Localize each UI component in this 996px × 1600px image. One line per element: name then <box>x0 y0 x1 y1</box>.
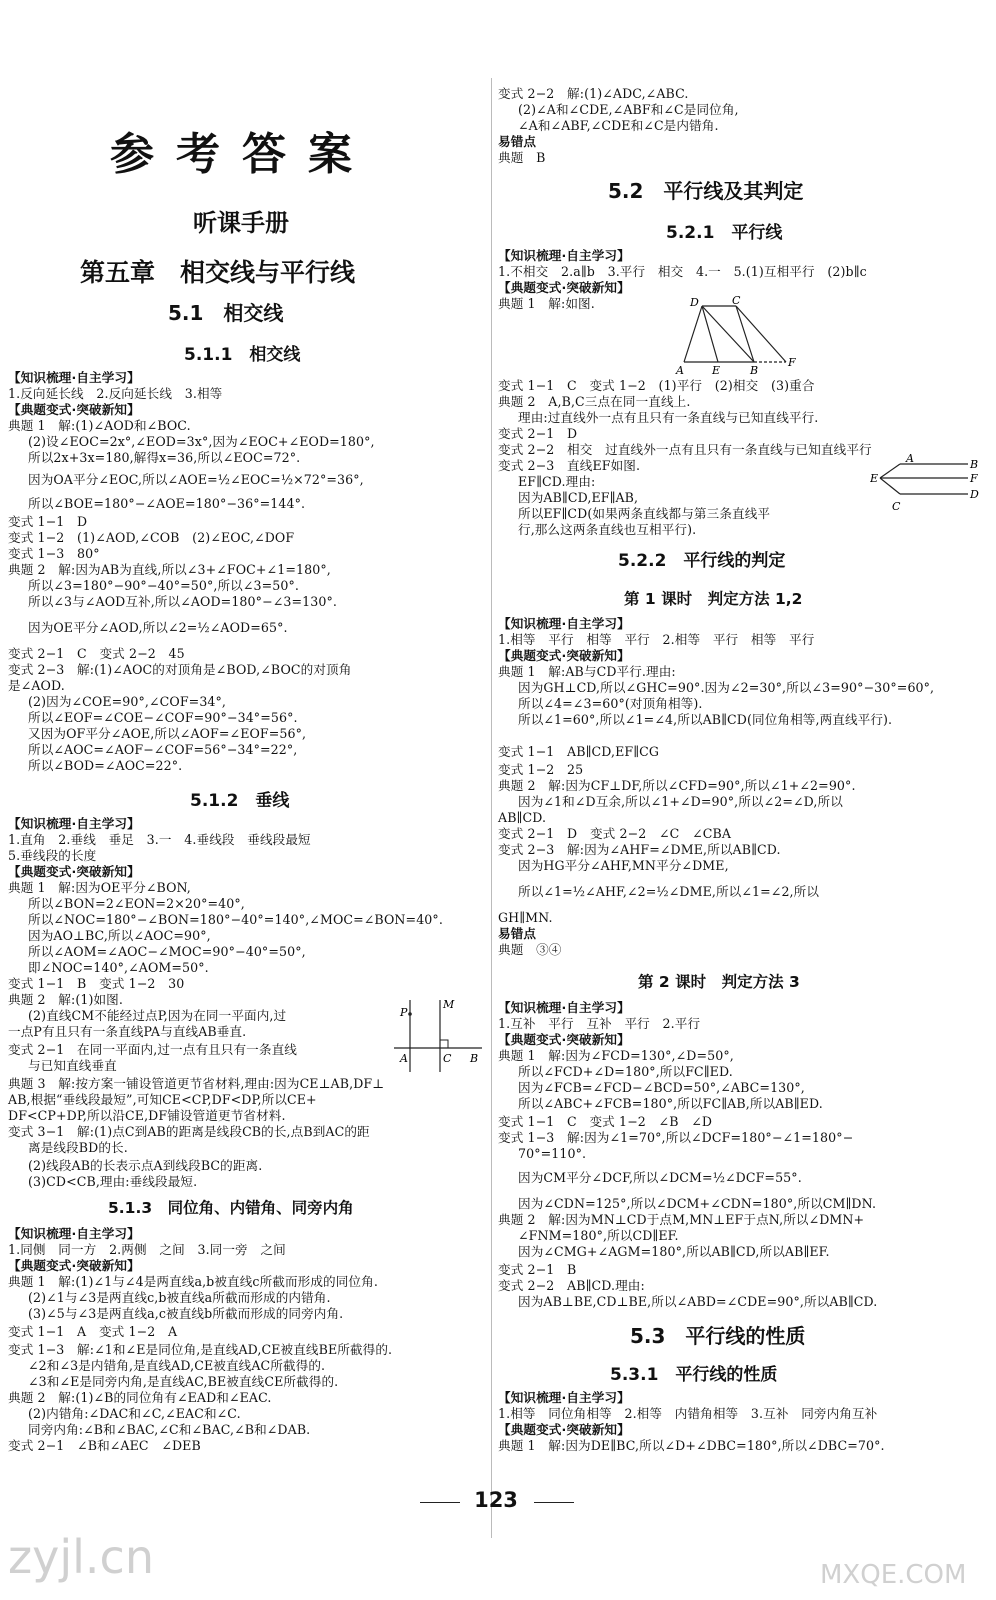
line: ∠A和∠ABF,∠CDE和∠C是内错角. <box>518 118 719 133</box>
line: 变式 2−1 ∠B和∠AEC ∠DEB <box>8 1438 201 1453</box>
line: 【典题变式·突破新知】 <box>498 1422 630 1437</box>
subsection-5-1-1: 5.1.1 相交线 <box>184 345 301 365</box>
handbook-title: 听课手册 <box>193 209 289 237</box>
fig1-label-a: A <box>676 364 684 377</box>
line: 因为CM平分∠DCF,所以∠DCM=½∠DCF=55°. <box>518 1170 802 1185</box>
fig2-label-c: C <box>892 500 901 513</box>
line: 1.相等 同位角相等 2.相等 内错角相等 3.互补 同旁内角互补 <box>498 1406 878 1421</box>
fig-label-c: C <box>443 1052 452 1065</box>
line: 离是线段BD的长. <box>28 1140 128 1155</box>
line: 是∠AOD. <box>8 678 65 693</box>
line: 因为∠CDN=125°,所以∠DCM+∠CDN=180°,所以CM∥DN. <box>518 1196 877 1211</box>
line: ∠2和∠3是内错角,是直线AD,CE被直线AC所截得的. <box>28 1358 326 1373</box>
line: 变式 1−1 B 变式 1−2 30 <box>8 976 185 991</box>
line: 因为AB⊥BE,CD⊥BE,所以∠ABD=∠CDE=90°,所以AB∥CD. <box>518 1294 878 1309</box>
line: 【典题变式·突破新知】 <box>8 402 140 417</box>
line: 变式 2−1 B <box>498 1262 577 1277</box>
line: (2)∠1与∠3是两直线c,b被直线a所截而形成的内错角. <box>28 1290 331 1305</box>
line: 【知识梳理·自主学习】 <box>498 616 630 631</box>
line: 变式 3−1 解:(1)点C到AB的距离是线段CB的长,点B到AC的距 <box>8 1124 370 1139</box>
page-number: 123 <box>474 1488 518 1512</box>
line: 变式 2−1 D 变式 2−2 ∠C ∠CBA <box>498 826 732 841</box>
line: 所以∠1=½∠AHF,∠2=½∠DME,所以∠1=∠2,所以 <box>518 884 820 899</box>
line: 【知识梳理·自主学习】 <box>8 370 140 385</box>
lesson-2-title: 第 2 课时 判定方法 3 <box>638 973 800 991</box>
line: 典题 2 解:因为MN⊥CD于点M,MN⊥EF于点N,所以∠DMN+ <box>498 1212 865 1227</box>
fig1-label-e: E <box>712 364 721 377</box>
section-5-1: 5.1 相交线 <box>168 301 284 325</box>
line: 因为AB∥CD,EF∥AB, <box>518 490 639 505</box>
line: 因为∠1和∠D互余,所以∠1+∠D=90°,所以∠2=∠D,所以 <box>518 794 843 809</box>
line: 典题 1 解:因为DE∥BC,所以∠D+∠DBC=180°,所以∠DBC=70°. <box>498 1438 885 1453</box>
line: 所以∠AOC=∠AOF−∠COF=56°−34°=22°, <box>28 742 298 757</box>
line: 1.同侧 同一方 2.两侧 之间 3.同一旁 之间 <box>8 1242 286 1257</box>
fig2-label-d: D <box>970 488 979 501</box>
fig-label-b: B <box>470 1052 479 1065</box>
line: (2)因为∠COE=90°,∠COF=34°, <box>28 694 227 709</box>
line: 所以∠3=180°−90°−40°=50°,所以∠3=50°. <box>28 578 299 593</box>
line: 【知识梳理·自主学习】 <box>498 1390 630 1405</box>
line: 所以EF∥CD(如果两条直线都与第三条直线平 <box>518 506 771 521</box>
line: 行,那么这两条直线也互相平行). <box>518 522 697 537</box>
line: 典题 1 解:如图. <box>498 296 595 311</box>
line: 变式 2−2 相交 过直线外一点有且只有一条直线与已知直线平行 <box>498 442 872 457</box>
line: 所以∠BOE=180°−∠AOE=180°−36°=144°. <box>28 496 306 511</box>
line: 典题 B <box>498 150 546 165</box>
line: 【知识梳理·自主学习】 <box>8 1226 140 1241</box>
line: 易错点 <box>498 134 537 149</box>
line: 典题 3 解:按方案一铺设管道更节省材料,理由:因为CE⊥AB,DF⊥ <box>8 1076 385 1091</box>
line: (2)∠A和∠CDE,∠ABF和∠C是同位角, <box>518 102 739 117</box>
line: 所以∠ABC+∠FCB=180°,所以FC∥AB,所以AB∥ED. <box>518 1096 823 1111</box>
subsection-5-2-1: 5.2.1 平行线 <box>666 223 783 243</box>
line: 同旁内角:∠B和∠BAC,∠C和∠BAC,∠B和∠DAB. <box>28 1422 311 1437</box>
perpendicular-figure <box>390 996 484 1074</box>
line: 所以∠BON=2∠EON=2×20°=40°, <box>28 896 245 911</box>
line: EF∥CD.理由: <box>518 474 596 489</box>
line: 【典题变式·突破新知】 <box>8 864 140 879</box>
line: 【典题变式·突破新知】 <box>498 280 630 295</box>
fig1-label-b: B <box>750 364 759 377</box>
fig-label-a: A <box>400 1052 408 1065</box>
fig2-label-f: F <box>970 472 978 485</box>
line: (2)直线CM不能经过点P,因为在同一平面内,过 <box>28 1008 287 1023</box>
line: 典题 2 A,B,C三点在同一直线上. <box>498 394 691 409</box>
fig1-label-c: C <box>732 296 741 307</box>
line: 变式 2−2 解:(1)∠ADC,∠ABC. <box>498 86 689 101</box>
section-5-3: 5.3 平行线的性质 <box>630 1324 806 1348</box>
fig2-label-e: E <box>870 472 879 485</box>
parallel-figure <box>670 296 810 378</box>
line: 典题 1 解:因为OE平分∠BON, <box>8 880 191 895</box>
chapter-title: 第五章 相交线与平行线 <box>80 258 356 287</box>
line: 变式 2−3 直线EF如图. <box>498 458 641 473</box>
line: 变式 1−3 80° <box>8 546 100 561</box>
line: 所以∠3与∠AOD互补,所以∠AOD=180°−∠3=130°. <box>28 594 337 609</box>
line: 变式 1−2 25 <box>498 762 584 777</box>
fig1-label-d: D <box>690 296 699 309</box>
line: 【知识梳理·自主学习】 <box>498 1000 630 1015</box>
line: 变式 1−1 C 变式 1−2 ∠B ∠D <box>498 1114 713 1129</box>
fig2-label-b: B <box>970 458 979 471</box>
line: 1.互补 平行 互补 平行 2.平行 <box>498 1016 701 1031</box>
line: 因为HG平分∠AHF,MN平分∠DME, <box>518 858 729 873</box>
line: 典题 2 解:(1)如图. <box>8 992 123 1007</box>
line: 变式 2−1 C 变式 2−2 45 <box>8 646 185 661</box>
line: 【知识梳理·自主学习】 <box>8 816 140 831</box>
line: 所以∠EOF=∠COE−∠COF=90°−34°=56°. <box>28 710 298 725</box>
line: 因为OA平分∠EOC,所以∠AOE=½∠EOC=½×72°=36°, <box>28 472 364 487</box>
line: 变式 2−3 解:(1)∠AOC的对顶角是∠BOD,∠BOC的对顶角 <box>8 662 352 677</box>
line: 变式 2−2 AB∥CD.理由: <box>498 1278 645 1293</box>
subsection-5-2-2: 5.2.2 平行线的判定 <box>618 551 786 571</box>
line: 【典题变式·突破新知】 <box>498 648 630 663</box>
line: 变式 1−3 解:∠1和∠E是同位角,是直线AD,CE被直线BE所截得的. <box>8 1342 393 1357</box>
line: 典题 2 解:(1)∠B的同位角有∠EAD和∠EAC. <box>8 1390 272 1405</box>
line: 典题 1 解:(1)∠AOD和∠BOC. <box>8 418 191 433</box>
section-5-2: 5.2 平行线及其判定 <box>608 179 804 203</box>
line: (3)∠5与∠3是两直线a,c被直线b所截而形成的同旁内角. <box>28 1306 344 1321</box>
line: 所以∠FCD+∠D=180°,所以FC∥ED. <box>518 1064 733 1079</box>
page-rule-right <box>534 1502 574 1503</box>
line: 一点P有且只有一条直线PA与直线AB垂直. <box>8 1024 247 1039</box>
line: 所以∠4=∠3=60°(对顶角相等). <box>518 696 703 711</box>
line: 变式 2−1 在同一平面内,过一点有且只有一条直线 <box>8 1042 297 1057</box>
line: 又因为OF平分∠AOE,所以∠AOF=∠EOF=56°, <box>28 726 307 741</box>
line: GH∥MN. <box>498 910 553 925</box>
line: 典题 1 解:因为∠FCD=130°,∠D=50°, <box>498 1048 734 1063</box>
line: 因为OE平分∠AOD,所以∠2=½∠AOD=65°. <box>28 620 288 635</box>
page-title: 参考答案 <box>110 129 374 180</box>
line: 【典题变式·突破新知】 <box>498 1032 630 1047</box>
line: (2)线段AB的长表示点A到线段BC的距离. <box>28 1158 263 1173</box>
line: 【典题变式·突破新知】 <box>8 1258 140 1273</box>
line: AB,根据“垂线段最短”,可知CE<CP,DF<DP,所以CE+ <box>8 1092 317 1107</box>
line: 与已知直线垂直 <box>28 1058 117 1073</box>
line: 因为∠FCB=∠FCD−∠BCD=50°,∠ABC=130°, <box>518 1080 805 1095</box>
line: AB∥CD. <box>498 810 547 825</box>
line: 所以∠1=60°,所以∠1=∠4,所以AB∥CD(同位角相等,两直线平行). <box>518 712 893 727</box>
line: 所以2x+3x=180,解得x=36,所以∠EOC=72°. <box>28 450 301 465</box>
line: 变式 1−1 C 变式 1−2 (1)平行 (2)相交 (3)重合 <box>498 378 815 393</box>
line: 即∠NOC=140°,∠AOM=50°. <box>28 960 209 975</box>
line: 典题 1 解:(1)∠1与∠4是两直线a,b被直线c所截而形成的同位角. <box>8 1274 378 1289</box>
line: (2)设∠EOC=2x°,∠EOD=3x°,因为∠EOC+∠EOD=180°, <box>28 434 375 449</box>
watermark-left: zyjl.cn <box>8 1530 154 1584</box>
line: 因为∠CMG+∠AGM=180°,所以AB∥CD,所以AB∥EF. <box>518 1244 830 1259</box>
subsection-5-3-1: 5.3.1 平行线的性质 <box>610 1365 778 1385</box>
line: 所以∠BOD=∠AOC=22°. <box>28 758 183 773</box>
line: (2)内错角:∠DAC和∠C,∠EAC和∠C. <box>28 1406 241 1421</box>
line: 1.相等 平行 相等 平行 2.相等 平行 相等 平行 <box>498 632 815 647</box>
watermark-right: MXQE.COM <box>820 1560 967 1590</box>
fig-label-m: M <box>443 998 455 1011</box>
fig-label-p: P <box>400 1006 408 1019</box>
line: 变式 1−3 解:因为∠1=70°,所以∠DCF=180°−∠1=180°− <box>498 1130 854 1145</box>
fig1-label-f: F <box>788 356 796 369</box>
line: (3)CD<CB,理由:垂线段最短. <box>28 1174 198 1189</box>
column-divider <box>491 78 492 1538</box>
line: 因为AO⊥BC,所以∠AOC=90°, <box>28 928 211 943</box>
line: 1.反向延长线 2.反向延长线 3.相等 <box>8 386 223 401</box>
line: 所以∠AOM=∠AOC−∠MOC=90°−40°=50°, <box>28 944 306 959</box>
line: 易错点 <box>498 926 537 941</box>
line: 变式 1−1 D <box>8 514 88 529</box>
line: ∠FNM=180°,所以CD∥EF. <box>518 1228 679 1243</box>
line: 理由:过直线外一点有且只有一条直线与已知直线平行. <box>518 410 819 425</box>
line: 变式 1−1 AB∥CD,EF∥CG <box>498 744 660 759</box>
line: 典题 ③④ <box>498 942 562 957</box>
fig2-label-a: A <box>906 452 914 465</box>
line: 典题 2 解:因为AB为直线,所以∠3+∠FOC+∠1=180°, <box>8 562 331 577</box>
three-lines-figure <box>870 452 980 514</box>
line: 5.垂线段的长度 <box>8 848 97 863</box>
line: ∠3和∠E是同旁内角,是直线AC,BE被直线CE所截得的. <box>28 1374 339 1389</box>
line: 1.直角 2.垂线 垂足 3.一 4.垂线段 垂线段最短 <box>8 832 311 847</box>
lesson-1-title: 第 1 课时 判定方法 1,2 <box>624 590 803 608</box>
line: 【知识梳理·自主学习】 <box>498 248 630 263</box>
line: 变式 2−3 解:因为∠AHF=∠DME,所以AB∥CD. <box>498 842 781 857</box>
subsection-5-1-2: 5.1.2 垂线 <box>190 791 290 811</box>
line: DF<CP+DP,所以沿CE,DF铺设管道更节省材料. <box>8 1108 286 1123</box>
line: 典题 2 解:因为CF⊥DF,所以∠CFD=90°,所以∠1+∠2=90°. <box>498 778 856 793</box>
line: 变式 2−1 D <box>498 426 578 441</box>
line: 变式 1−2 (1)∠AOD,∠COB (2)∠EOC,∠DOF <box>8 530 295 545</box>
subsection-5-1-3: 5.1.3 同位角、内错角、同旁内角 <box>108 1199 354 1217</box>
line: 变式 1−1 A 变式 1−2 A <box>8 1324 178 1339</box>
line: 典题 1 解:AB与CD平行.理由: <box>498 664 676 679</box>
line: 因为GH⊥CD,所以∠GHC=90°.因为∠2=30°,所以∠3=90°−30°=60°, <box>518 680 935 695</box>
line: 1.不相交 2.a∥b 3.平行 相交 4.一 5.(1)互相平行 (2)b∥c <box>498 264 867 279</box>
line: 所以∠NOC=180°−∠BON=180°−40°=140°,∠MOC=∠BON=40°. <box>28 912 443 927</box>
line: 70°=110°. <box>518 1146 587 1161</box>
